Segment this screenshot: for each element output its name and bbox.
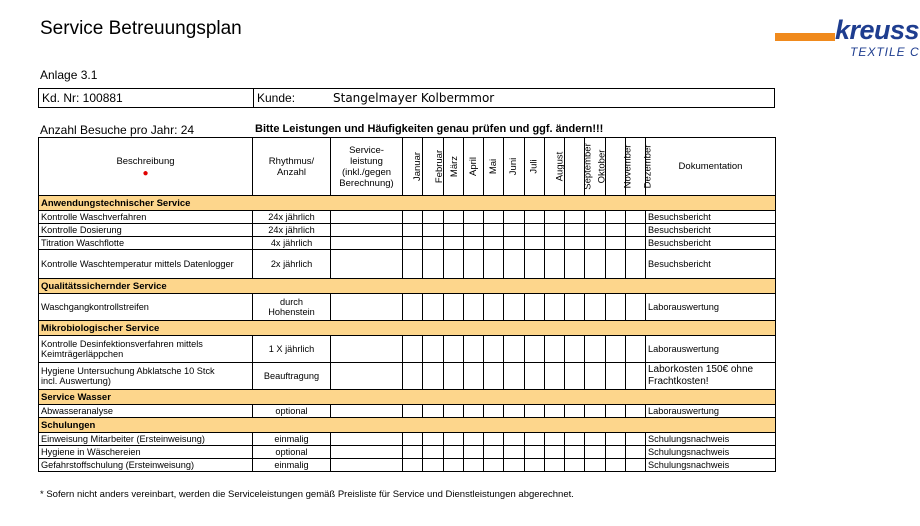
section-title: Schulungen	[39, 418, 776, 433]
col-header-month: Juni	[504, 138, 524, 196]
table-row	[39, 224, 776, 237]
row-rhythm: durch Hohenstein	[253, 294, 331, 321]
section-row	[39, 390, 776, 405]
attachment-label: Anlage 3.1	[40, 68, 98, 82]
col-header-month: August	[544, 138, 564, 196]
col-header-month: Dezember	[625, 138, 645, 196]
customer-info-box	[38, 88, 775, 108]
service-plan-table	[38, 137, 776, 472]
row-documentation: Schulungsnachweis	[646, 459, 776, 472]
review-note: Bitte Leistungen und Häufigkeiten genau prüfen und ggf. ändern!!!	[255, 123, 604, 135]
row-description: Kontrolle Waschverfahren	[39, 211, 253, 224]
table-row	[39, 250, 776, 279]
row-description: Kontrolle Desinfektionsverfahren mittels Keimträgerläppchen	[39, 336, 253, 363]
row-documentation: Besuchsbericht	[646, 250, 776, 279]
col-header-month: März	[443, 138, 463, 196]
table-row	[39, 459, 776, 472]
table-row	[39, 446, 776, 459]
row-documentation: Laborkosten 150€ ohne Frachtkosten!	[646, 363, 776, 390]
row-rhythm: 2x jährlich	[253, 250, 331, 279]
col-header-serviceleistung: Service- leistung (inkl./gegen Berechnung)	[331, 138, 403, 196]
col-header-month: Februar	[423, 138, 443, 196]
red-dot-marker: ●	[142, 168, 149, 179]
row-documentation: Schulungsnachweis	[646, 446, 776, 459]
row-documentation: Besuchsbericht	[646, 224, 776, 237]
col-header-dokumentation: Dokumentation	[646, 138, 776, 196]
row-description: Kontrolle Waschtemperatur mittels Datenlogger	[39, 250, 253, 279]
row-rhythm: einmalig	[253, 459, 331, 472]
row-rhythm: 24x jährlich	[253, 224, 331, 237]
company-logo-subtitle: TEXTILE C	[850, 45, 920, 59]
row-documentation: Laborauswertung	[646, 405, 776, 418]
visits-per-year: Anzahl Besuche pro Jahr: 24	[40, 123, 195, 137]
row-description: Einweisung Mitarbeiter (Ersteinweisung)	[39, 433, 253, 446]
row-documentation: Besuchsbericht	[646, 237, 776, 250]
row-rhythm: optional	[253, 405, 331, 418]
customer-label: Kunde:	[257, 91, 296, 105]
table-row	[39, 237, 776, 250]
row-description: Gefahrstoffschulung (Ersteinweisung)	[39, 459, 253, 472]
row-documentation: Laborauswertung	[646, 294, 776, 321]
table-row	[39, 294, 776, 321]
row-rhythm: 24x jährlich	[253, 211, 331, 224]
row-documentation: Laborauswertung	[646, 336, 776, 363]
row-rhythm: einmalig	[253, 433, 331, 446]
section-row	[39, 418, 776, 433]
customer-number: Kd. Nr: 100881	[42, 91, 123, 105]
row-description: Hygiene in Wäschereien	[39, 446, 253, 459]
col-header-month: April	[463, 138, 483, 196]
table-row	[39, 433, 776, 446]
section-row	[39, 196, 776, 211]
table-row	[39, 211, 776, 224]
section-title: Service Wasser	[39, 390, 776, 405]
table-row	[39, 336, 776, 363]
row-description: Kontrolle Dosierung	[39, 224, 253, 237]
customer-name: Stangelmayer Kolbermmor	[333, 91, 495, 105]
table-row	[39, 405, 776, 418]
col-header-month: Juli	[524, 138, 544, 196]
col-header-month: Januar	[403, 138, 423, 196]
page-title: Service Betreuungsplan	[40, 18, 242, 39]
col-header-month: September	[565, 138, 585, 196]
section-title: Qualitätssichernder Service	[39, 279, 776, 294]
row-rhythm: optional	[253, 446, 331, 459]
table-header-row	[39, 138, 776, 196]
col-header-month: November	[605, 138, 625, 196]
col-header-beschreibung: Beschreibung ●	[39, 138, 253, 196]
table-row	[39, 363, 776, 390]
row-description: Titration Waschflotte	[39, 237, 253, 250]
section-title: Anwendungstechnischer Service	[39, 196, 776, 211]
row-description: Hygiene Untersuchung Abklatsche 10 Stck incl. Auswertung)	[39, 363, 253, 390]
logo-orange-bar	[775, 33, 835, 41]
row-description: Waschgangkontrollstreifen	[39, 294, 253, 321]
row-rhythm: 4x jährlich	[253, 237, 331, 250]
section-row	[39, 321, 776, 336]
col-header-month: Mai	[484, 138, 504, 196]
col-header-rhythmus: Rhythmus/ Anzahl	[253, 138, 331, 196]
row-documentation: Schulungsnachweis	[646, 433, 776, 446]
col-header-month: Oktober	[585, 138, 605, 196]
divider	[253, 89, 254, 107]
row-rhythm: Beauftragung	[253, 363, 331, 390]
section-row	[39, 279, 776, 294]
section-title: Mikrobiologischer Service	[39, 321, 776, 336]
row-documentation: Besuchsbericht	[646, 211, 776, 224]
row-rhythm: 1 X jährlich	[253, 336, 331, 363]
row-description: Abwasseranalyse	[39, 405, 253, 418]
company-logo: kreuss	[835, 15, 920, 45]
footnote: * Sofern nicht anders vereinbart, werden die Serviceleistungen gemäß Preisliste für Service und Dienstleistungen abgerechnet.	[40, 489, 574, 500]
